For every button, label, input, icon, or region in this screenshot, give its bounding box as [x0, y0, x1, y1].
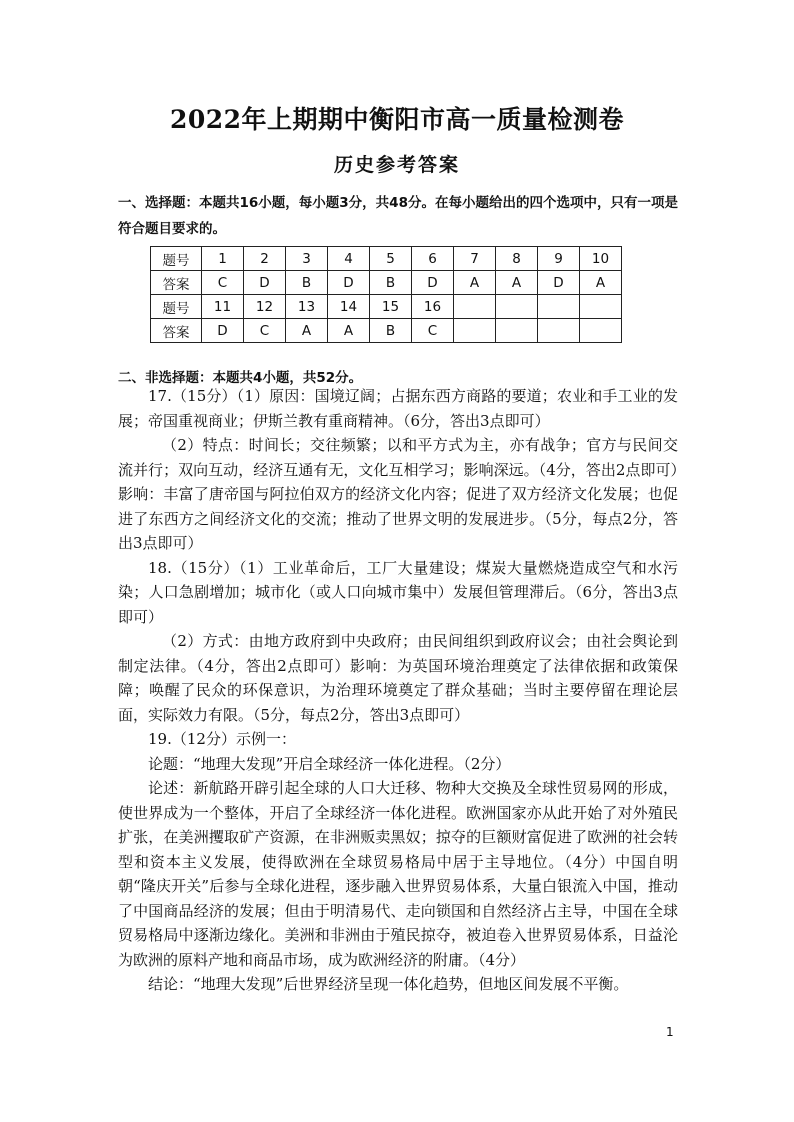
table-cell: D	[328, 271, 370, 295]
table-cell: 14	[328, 295, 370, 319]
table-cell: A	[496, 271, 538, 295]
table-cell: 16	[412, 295, 454, 319]
table-cell: B	[370, 271, 412, 295]
answer-18-part-2: （2）方式：由地方政府到中央政府；由民间组织到政府议会；由社会舆论到制定法律。（4分，答出2点即可）影响：为英国环境治理奠定了法律依据和政策保障；唤醒了民众的环保意识，为治理环境奠定了群众基础；当时主要停留在理论层面，实际效力有限。（5分，每点2分，答出3点即可）	[118, 632, 678, 724]
table-cell: C	[244, 319, 286, 343]
table-cell: A	[454, 271, 496, 295]
table-row	[151, 247, 622, 271]
table-row	[151, 295, 622, 319]
table-cell: D	[412, 271, 454, 295]
answer-17-part-2: （2）特点：时间长；交往频繁；以和平方式为主，亦有战争；官方与民间交流并行；双向互动，经济互通有无，文化互相学习；影响深远。（4分，答出2点即可）影响：丰富了唐帝国与阿拉伯双方的经济文化内容；促进了双方经济文化发展；也促进了东西方之间经济文化的交流；推动了世界文明的发展进步。（5分，每点2分，答出3点即可）	[118, 436, 678, 552]
table-cell: A	[286, 319, 328, 343]
answer-18-part-1: 18.（15分）（1）工业革命后，工厂大量建设；煤炭大量燃烧造成空气和水污染；人口急剧增加；城市化（或人口向城市集中）发展但管理滞后。（6分，答出3点即可）	[118, 558, 678, 626]
table-cell	[496, 319, 538, 343]
table-row-label: 题号	[151, 295, 202, 319]
table-cell	[538, 319, 580, 343]
table-cell: B	[370, 319, 412, 343]
table-cell	[496, 295, 538, 319]
table-cell: 7	[454, 247, 496, 271]
table-cell: 3	[286, 247, 328, 271]
answer-17-part-1: 17.（15分）（1）原因：国境辽阔；占据东西方商路的要道；农业和手工业的发展；帝国重视商业；伊斯兰教有重商精神。（6分，答出3点即可）	[118, 387, 678, 430]
table-row	[151, 271, 622, 295]
page-title: 2022年上期期中衡阳市高一质量检测卷	[169, 105, 625, 134]
table-cell: B	[286, 271, 328, 295]
table-cell: A	[328, 319, 370, 343]
table-cell	[454, 319, 496, 343]
table-row-label: 题号	[151, 247, 202, 271]
answer-19-conclusion: 结论：“地理大发现”后世界经济呈现一体化趋势，但地区间发展不平衡。	[148, 975, 629, 993]
table-cell: D	[538, 271, 580, 295]
table-cell: A	[580, 271, 622, 295]
table-cell: D	[202, 319, 244, 343]
table-cell: 5	[370, 247, 412, 271]
answer-19-argument: 论述：新航路开辟引起全球的人口大迁移、物种大交换及全球性贸易网的形成，使世界成为一个整体，开启了全球经济一体化进程。欧洲国家亦从此开始了对外殖民扩张，在美洲攫取矿产资源，在非洲贩卖黑奴；掠夺的巨额财富促进了欧洲的社会转型和资本主义发展，使得欧洲在全球贸易格局中居于主导地位。（4分）中国自明朝“隆庆开关”后参与全球化进程，逐步融入世界贸易体系，大量白银流入中国，推动了中国商品经济的发展；但由于明清易代、走向锁国和自然经济占主导，中国在全球贸易格局中逐渐边缘化。美洲和非洲由于殖民掠夺，被迫卷入世界贸易体系，日益沦为欧洲的原料产地和商品市场，成为欧洲经济的附庸。（4分）	[118, 779, 678, 969]
table-row-label: 答案	[151, 271, 202, 295]
section-1-heading: 一、选择题：本题共16小题，每小题3分，共48分。在每小题给出的四个选项中，只有一项是符合题目要求的。	[118, 195, 678, 237]
section-2-heading: 二、非选择题：本题共4小题，共52分。	[118, 370, 363, 386]
table-cell: 9	[538, 247, 580, 271]
table-cell: 2	[244, 247, 286, 271]
table-cell: 6	[412, 247, 454, 271]
answer-table	[150, 246, 622, 343]
table-cell: 13	[286, 295, 328, 319]
page-subtitle: 历史参考答案	[333, 154, 460, 176]
page-number: 1	[666, 1025, 674, 1039]
table-cell: 12	[244, 295, 286, 319]
table-cell	[580, 295, 622, 319]
table-cell	[538, 295, 580, 319]
table-cell	[454, 295, 496, 319]
answer-19-heading: 19.（12分）示例一：	[148, 730, 296, 748]
table-cell: C	[202, 271, 244, 295]
table-cell: 15	[370, 295, 412, 319]
table-row	[151, 319, 622, 343]
table-cell	[580, 319, 622, 343]
table-cell: D	[244, 271, 286, 295]
table-cell: 4	[328, 247, 370, 271]
answer-19-thesis: 论题：“地理大发现”开启全球经济一体化进程。（2分）	[148, 754, 511, 773]
table-row-label: 答案	[151, 319, 202, 343]
table-cell: 8	[496, 247, 538, 271]
table-cell: C	[412, 319, 454, 343]
table-cell: 1	[202, 247, 244, 271]
table-cell: 11	[202, 295, 244, 319]
answer-body	[118, 384, 678, 997]
table-cell: 10	[580, 247, 622, 271]
